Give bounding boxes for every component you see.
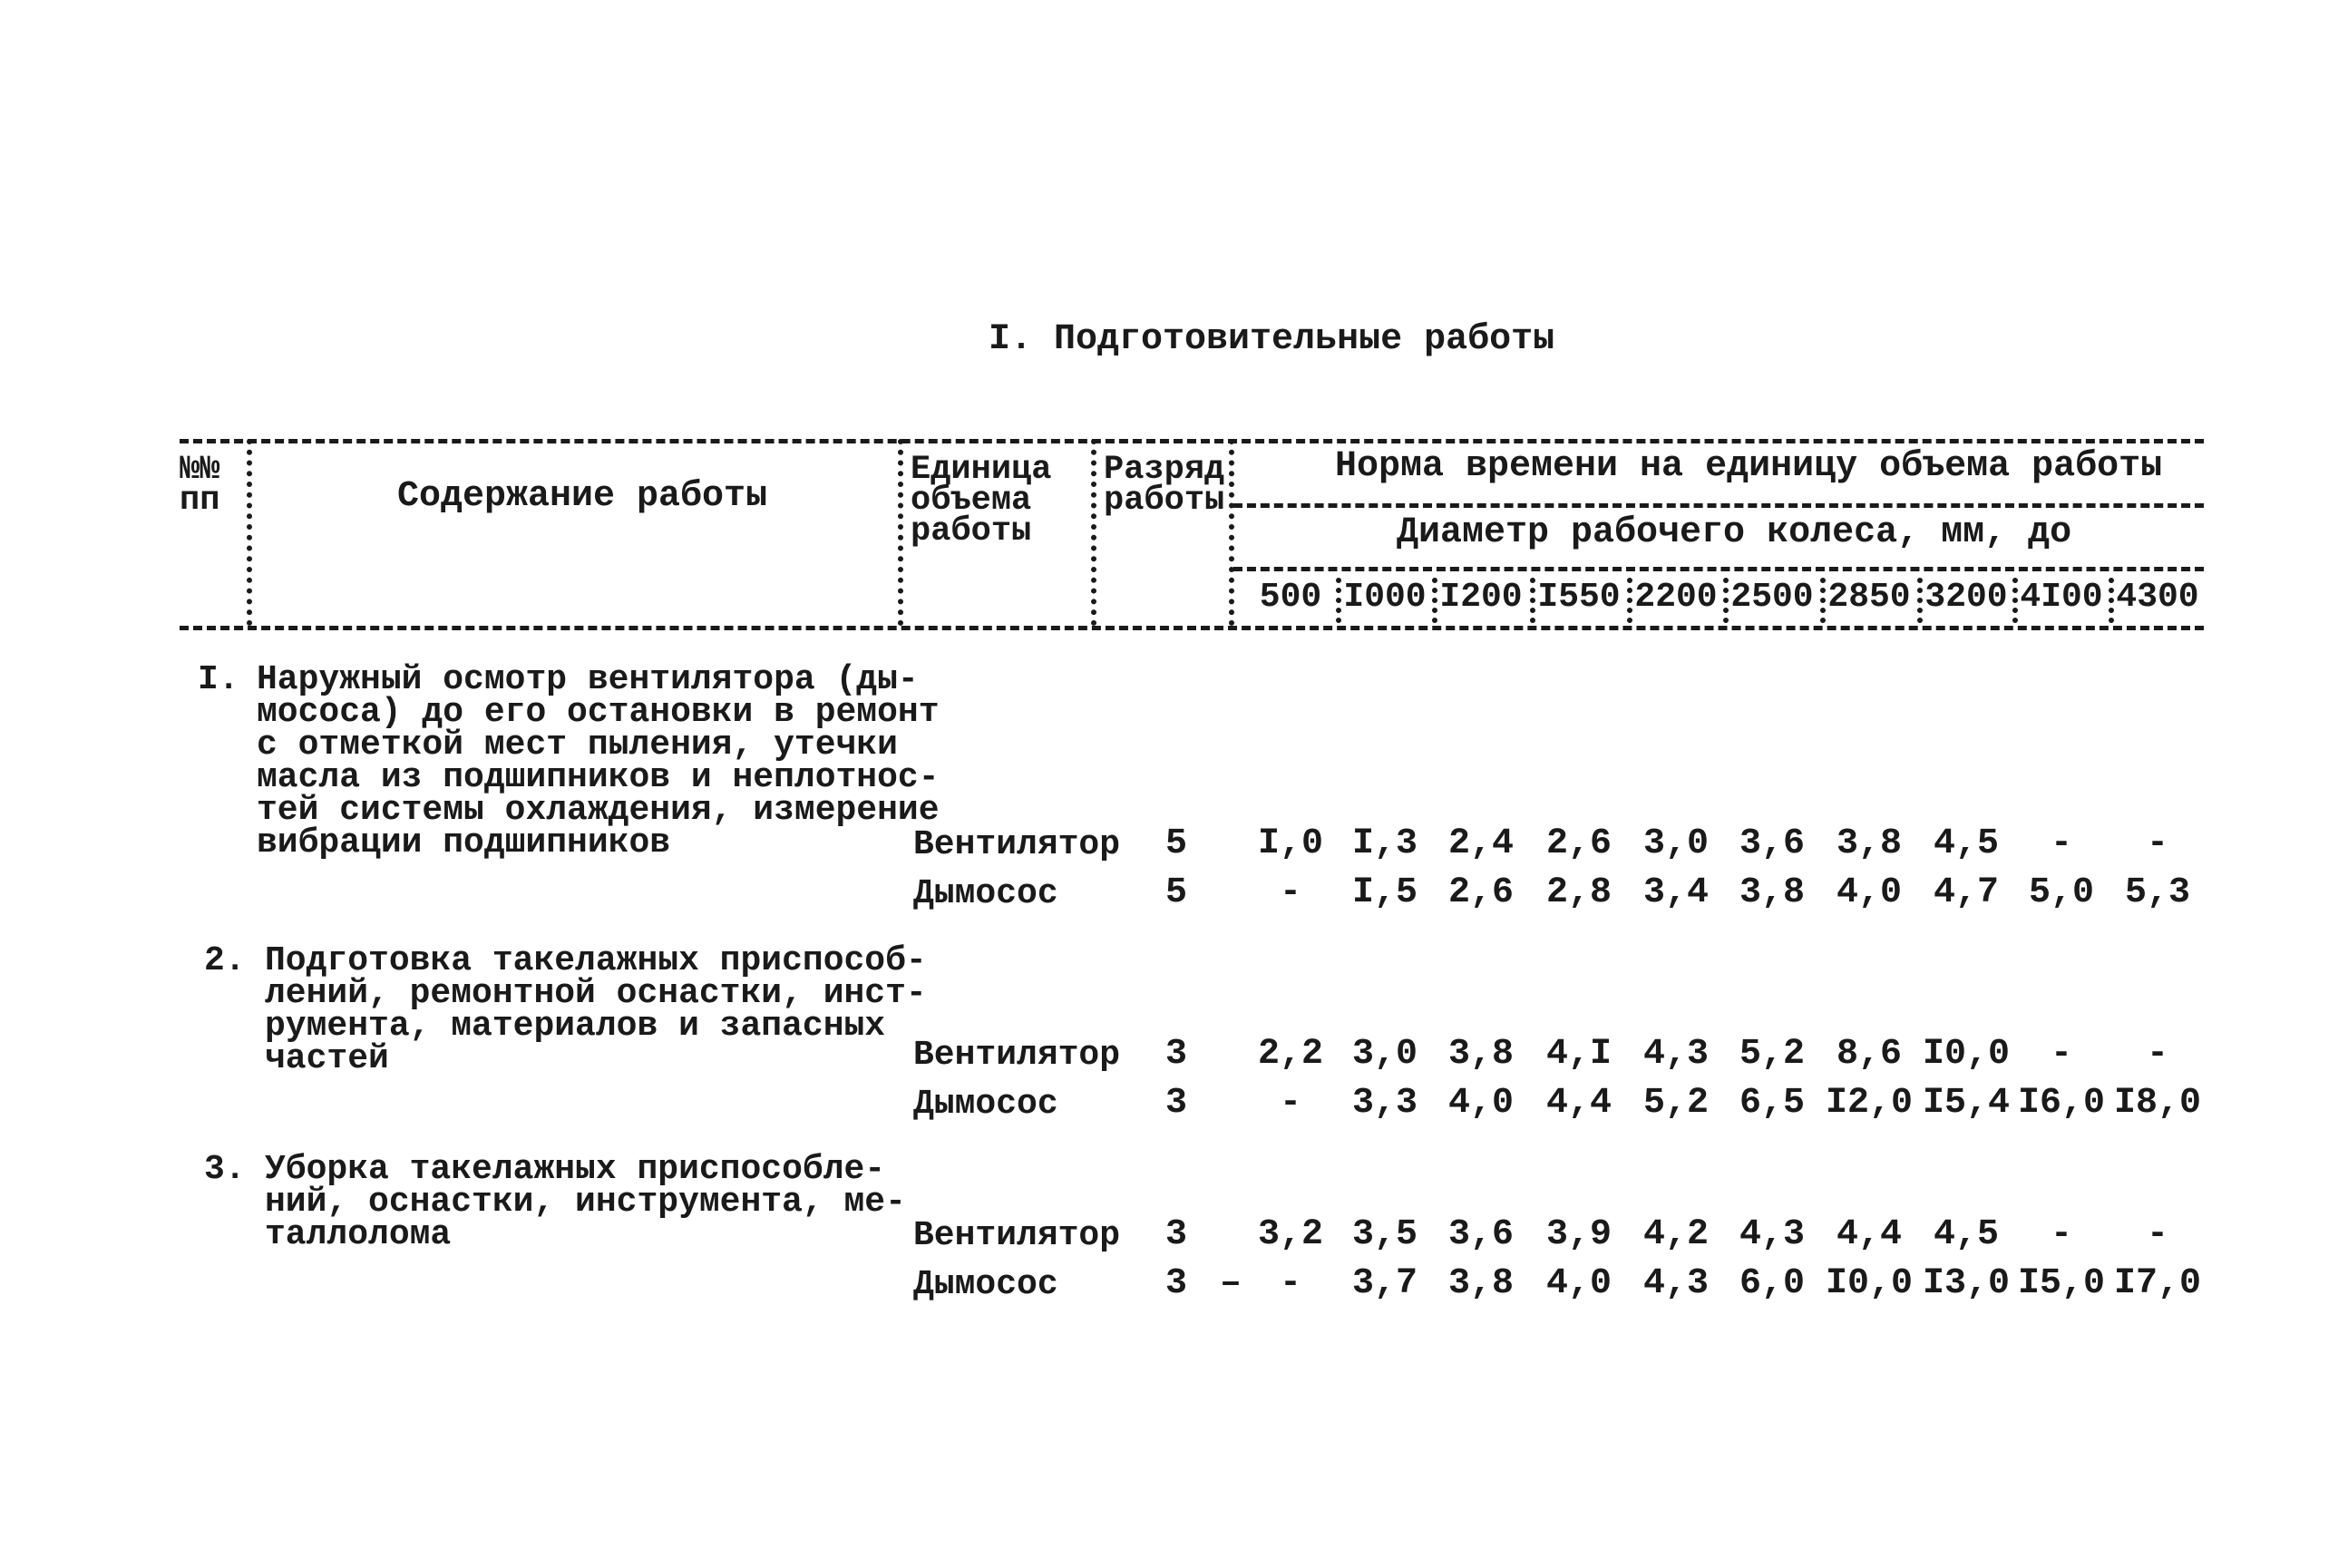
norm-value: 4,0 <box>1545 1263 1612 1304</box>
item-text-line: ний, оснастки, инструмента, ме- <box>265 1183 906 1222</box>
diameter-4I00: 4I00 <box>2020 578 2103 617</box>
norm-title: Норма времени на единицу объема работы <box>1335 446 2163 487</box>
norm-value: 4,0 <box>1447 1083 1514 1124</box>
norm-value: I,3 <box>1351 823 1418 864</box>
norm-value: - <box>2050 1214 2072 1255</box>
grade-value: 3 <box>1165 1263 1188 1304</box>
grade-col-line-1: Разряд <box>1104 451 1225 489</box>
diameter-divider <box>1820 578 1826 623</box>
diameter-divider <box>2109 578 2114 623</box>
norm-value: 5,2 <box>1739 1034 1805 1075</box>
unit-col-line-3: работы <box>911 512 1032 550</box>
grade-value: 5 <box>1165 872 1188 913</box>
norm-value: 4,3 <box>1739 1214 1805 1255</box>
norm-value: I5,4 <box>1922 1083 2010 1124</box>
norm-value: 2,8 <box>1545 872 1612 913</box>
item-number: 2. <box>204 941 246 980</box>
norm-value: 5,2 <box>1642 1083 1709 1124</box>
norm-value: 3,6 <box>1447 1214 1514 1255</box>
diameter-title-rule <box>1233 567 2204 571</box>
norm-value: - <box>2050 1034 2072 1075</box>
header-bottom-rule <box>180 626 2204 630</box>
norm-value: 4,7 <box>1933 872 1999 913</box>
norm-value: 2,4 <box>1447 823 1514 864</box>
norm-value: 2,6 <box>1545 823 1612 864</box>
norm-value: I6,0 <box>2017 1083 2105 1124</box>
norm-value: 8,6 <box>1836 1034 1902 1075</box>
diameter-500: 500 <box>1259 578 1322 617</box>
grade-mark: – <box>1220 1263 1242 1304</box>
num-col-line-1: №№ <box>180 451 220 489</box>
norm-value: - <box>2146 1034 2168 1075</box>
norm-title-rule <box>1233 503 2204 508</box>
norm-value: 4,4 <box>1836 1214 1902 1255</box>
diameter-2850: 2850 <box>1827 578 1911 617</box>
item-text-line: тей системы охлаждения, измерение <box>257 791 940 830</box>
grade-value: 3 <box>1165 1214 1188 1255</box>
norm-value: I5,0 <box>2017 1263 2105 1304</box>
item-text-line: лений, ремонтной оснастки, инст- <box>265 974 927 1013</box>
norm-value: I8,0 <box>2113 1083 2201 1124</box>
item-text-line: таллолома <box>265 1215 452 1254</box>
norm-value: I,0 <box>1257 823 1323 864</box>
norm-value: 4,5 <box>1933 823 1999 864</box>
norm-value: 3,8 <box>1836 823 1902 864</box>
norm-value: 4,2 <box>1642 1214 1709 1255</box>
norm-value: 5,0 <box>2028 872 2094 913</box>
grade-value: 5 <box>1165 823 1188 864</box>
norm-value: - <box>1279 1083 1301 1124</box>
item-text-line: мососа) до его остановки в ремонт <box>257 693 940 732</box>
divider-unit-grade <box>1091 439 1096 626</box>
norm-value: I,5 <box>1351 872 1418 913</box>
norm-value: 3,8 <box>1447 1034 1514 1075</box>
norm-value: - <box>2146 1214 2168 1255</box>
unit-smoke-exhauster: Дымосос <box>913 874 1058 913</box>
diameter-divider <box>1432 578 1437 623</box>
item-text-line: частей <box>265 1039 389 1078</box>
norm-value: I7,0 <box>2113 1263 2201 1304</box>
norm-value: - <box>2050 823 2072 864</box>
norm-value: I3,0 <box>1922 1263 2010 1304</box>
header-top-rule <box>180 439 2204 443</box>
divider-content-unit <box>898 439 903 626</box>
diameter-divider <box>1723 578 1729 623</box>
unit-fan: Вентилятор <box>913 1216 1121 1255</box>
norm-value: I0,0 <box>1922 1034 2010 1075</box>
unit-smoke-exhauster: Дымосос <box>913 1265 1058 1304</box>
norm-value: 6,5 <box>1739 1083 1805 1124</box>
diameter-I550: I550 <box>1537 578 1621 617</box>
item-number: I. <box>198 660 239 699</box>
unit-col-line-1: Единица <box>911 451 1052 489</box>
diameter-divider <box>1530 578 1535 623</box>
norm-value: 3,0 <box>1642 823 1709 864</box>
unit-fan: Вентилятор <box>913 1036 1121 1075</box>
norm-value: 3,6 <box>1739 823 1805 864</box>
norm-value: 3,4 <box>1642 872 1709 913</box>
grade-value: 3 <box>1165 1034 1188 1075</box>
norm-value: 3,8 <box>1739 872 1805 913</box>
content-col-header: Содержание работы <box>397 476 768 517</box>
norm-value: I0,0 <box>1825 1263 1913 1304</box>
item-text-line: вибрации подшипников <box>257 823 671 862</box>
norm-value: 3,5 <box>1351 1214 1418 1255</box>
norm-value: - <box>2146 823 2168 864</box>
diameter-divider <box>1336 578 1341 623</box>
norm-value: 2,2 <box>1257 1034 1323 1075</box>
diameter-I000: I000 <box>1343 578 1427 617</box>
norm-value: I2,0 <box>1825 1083 1913 1124</box>
item-text-line: масла из подшипников и неплотнос- <box>257 758 940 797</box>
item-text-line: румента, материалов и запасных <box>265 1007 886 1046</box>
diameter-3200: 3200 <box>1924 578 2008 617</box>
grade-col-line-2: работы <box>1104 482 1225 520</box>
unit-col-line-2: объема <box>911 482 1032 520</box>
unit-fan: Вентилятор <box>913 825 1121 864</box>
norm-value: 4,I <box>1545 1034 1612 1075</box>
num-col-line-2: пп <box>180 482 220 520</box>
diameter-title: Диаметр рабочего колеса, мм, до <box>1397 512 2072 553</box>
norm-value: 4,0 <box>1836 872 1902 913</box>
unit-smoke-exhauster: Дымосос <box>913 1085 1058 1124</box>
norm-value: 4,3 <box>1642 1034 1709 1075</box>
item-text-line: Наружный осмотр вентилятора (ды- <box>257 660 919 699</box>
diameter-divider <box>2012 578 2018 623</box>
diameter-4300: 4300 <box>2116 578 2199 617</box>
norm-value: 4,4 <box>1545 1083 1612 1124</box>
diameter-2500: 2500 <box>1730 578 1814 617</box>
norm-value: 2,6 <box>1447 872 1514 913</box>
item-text-line: с отметкой мест пыления, утечки <box>257 726 898 765</box>
norm-value: 4,3 <box>1642 1263 1709 1304</box>
norm-value: - <box>1279 872 1301 913</box>
norm-value: 3,3 <box>1351 1083 1418 1124</box>
norm-value: 6,0 <box>1739 1263 1805 1304</box>
item-text-line: Уборка такелажных приспособле- <box>265 1150 886 1189</box>
diameter-divider <box>1627 578 1632 623</box>
divider-num-content <box>247 439 252 626</box>
grade-value: 3 <box>1165 1083 1188 1124</box>
diameter-I200: I200 <box>1439 578 1523 617</box>
diameter-2200: 2200 <box>1634 578 1718 617</box>
norm-value: - <box>1279 1263 1301 1304</box>
item-number: 3. <box>204 1150 246 1189</box>
norm-value: 3,9 <box>1545 1214 1612 1255</box>
item-text-line: Подготовка такелажных приспособ- <box>265 941 927 980</box>
norm-value: 3,7 <box>1351 1263 1418 1304</box>
norm-value: 3,8 <box>1447 1263 1514 1304</box>
norm-value: 3,0 <box>1351 1034 1418 1075</box>
norm-value: 3,2 <box>1257 1214 1323 1255</box>
divider-grade-norms <box>1229 439 1234 626</box>
diameter-divider <box>1917 578 1923 623</box>
section-title: I. Подготовительные работы <box>989 319 1555 360</box>
norm-value: 5,3 <box>2124 872 2190 913</box>
norm-value: 4,5 <box>1933 1214 1999 1255</box>
